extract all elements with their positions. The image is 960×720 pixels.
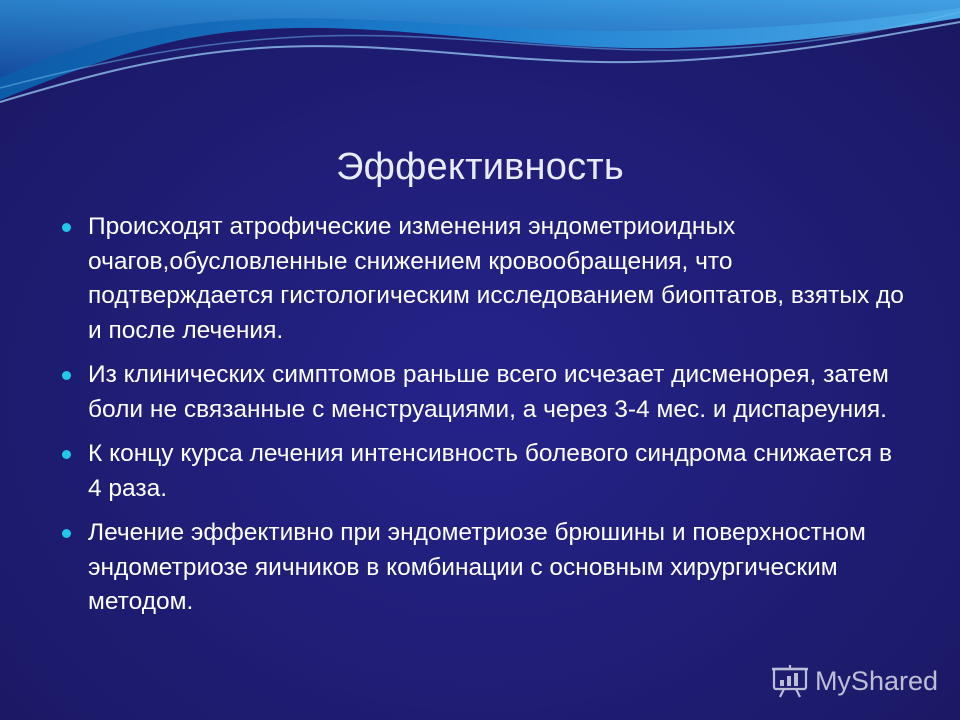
bullet-dot-icon <box>62 529 71 538</box>
bullet-text: Лечение эффективно при эндометриозе брюшины и поверхностном эндометриозе яичников в комбинации с основным хирургическим методом. <box>88 519 866 615</box>
bullet-text: К концу курса лечения интенсивность болевого синдрома снижается в 4 раза. <box>88 440 892 502</box>
bullet-item <box>62 210 912 348</box>
watermark <box>771 664 938 698</box>
bullet-list <box>62 210 912 630</box>
bullet-dot-icon <box>62 450 71 459</box>
bullet-text: Происходят атрофические изменения эндометриоидных очагов,обусловленные снижением кровообращения, что подтверждается гистологическим исследованием биоптатов, взятых до и после лечения. <box>88 213 904 344</box>
bullet-text: Из клинических симптомов раньше всего исчезает дисменорея, затем боли не связанные с менструациями, а через 3-4 мес. и диспареуния. <box>88 361 889 423</box>
bullet-item <box>62 516 912 620</box>
header-wave-decoration <box>0 0 960 120</box>
slide-title: Эффективность <box>336 146 624 188</box>
bullet-item <box>62 358 912 427</box>
bullet-dot-icon <box>62 223 71 232</box>
watermark-text: MyShared <box>814 665 938 696</box>
presentation-board-icon <box>771 664 809 698</box>
bullet-dot-icon <box>62 371 71 380</box>
bullet-item <box>62 437 912 506</box>
